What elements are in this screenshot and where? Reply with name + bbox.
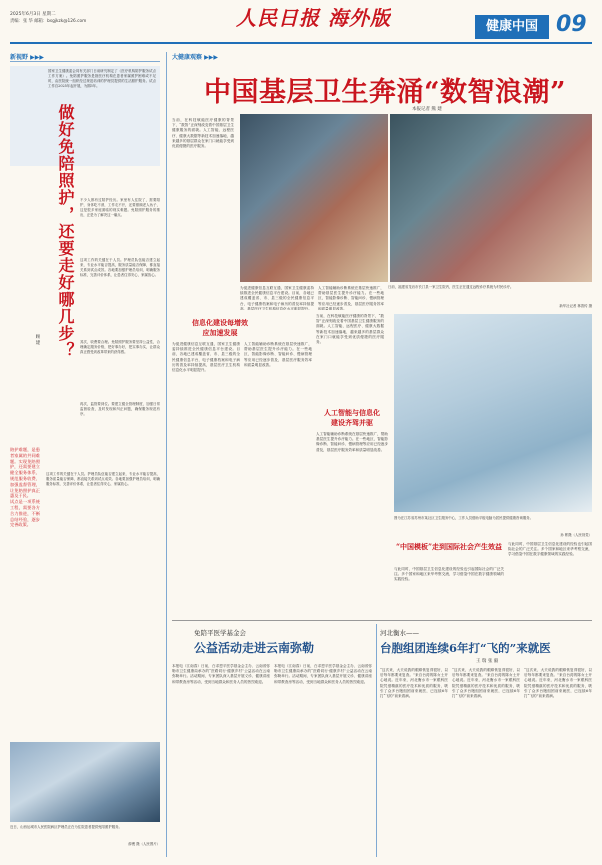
main-photo-credit: 新华社记者 林善传 摄: [559, 304, 592, 308]
left-red-note: 陪护难题，是患者家属的共同难题。实现免陪照护，还需要建立健全服务体系、规范服务收费、加强监督管理，让免陪照护真正惠及于民。 试点是一项系统工程，需要各方合力推进，不断总结经验，逐步完善政策。: [10, 447, 40, 528]
editor-contact: 责编：张 华 邮箱：bsgjkzk@126.com: [10, 19, 87, 24]
main-body-5: 当前，在科技赋能医疗健康的背景下，“数智”正深刻改变着中国基层卫生健康服务的面貌。人工智能、远程医疗、健康大数据等新技术加速落地，越来越多的基层群众在家门口就能享受到优质便捷的医疗服务。: [316, 314, 384, 345]
bottom-left-body-2: 本报电（江南春）日前，白求恩平医学基金会主办、云南省弥勒市卫生健康局承办的“医路同行·健康乡村”公益活动在云南弥勒举行。活动期间，专家团队深入基层开展义诊、健康讲座和带教查房等活动，受到当地群众和医务人员的热烈欢迎。: [274, 664, 372, 684]
main-body-2: 人工智能辅助诊断系统在基层快速推广，帮助基层医生提升诊疗能力。在一些地区，智能影像诊断、智能问诊、慢病管理等应用已经逐步普及，基层医疗服务效率和质量明显改善。: [318, 286, 384, 310]
main-photo-caption: 日前，福建省龙岩市长汀县一家卫生院内，医生正在通过远程诊疗系统为村民诊疗。: [388, 285, 514, 289]
column-divider: [166, 52, 167, 857]
left-body-4: 再次，监管要到位。要建立健全管理制度，加强日常监督检查，及时发现和纠正问题，确保服务规范有序。: [80, 402, 160, 416]
issue-date: 2025年6月3日 星期二: [10, 12, 56, 17]
main-byline: 本报记者 熊 建: [412, 107, 442, 112]
page-number: 09: [556, 12, 587, 37]
left-photo-credit: 薛俊 摄（人民图片）: [128, 842, 160, 846]
main-body-1: 为促进健康信息互联互通，国家卫生健康委持续推进全民健康信息平台建设。目前，各地已建成覆盖省、市、县三级的全民健康信息平台，电子健康档案和电子病历的普及率持续提高，基层医疗卫生机构信息化水平明显提升。: [240, 286, 314, 310]
left-kicker: 新视野 ▶▶▶: [10, 54, 44, 61]
bottom-left-body-1: 本报电（江南春）日前，白求恩平医学基金会主办、云南省弥勒市卫生健康局承办的“医路同行·健康乡村”公益活动在云南弥勒举行。活动期间，专家团队深入基层开展义诊、健康讲座和带教查房等活动，受到当地群众和医务人员的热烈欢迎。: [172, 664, 270, 684]
bottom-right-body-3: “这次来，大夫说我的眼睛恢复得很好，以后每年都要来复查。”来自台湾的陈女士开心地说。近年来，河北衡水市一家眼科医院凭借精湛的医疗技术和优质的服务，吸引了众多台胞组团前来就医，已连续6年打“飞的”前来看病。: [524, 668, 592, 699]
main-photo-right: [390, 114, 592, 282]
bottom-right-prehead: 河北衡水——: [380, 629, 419, 637]
bottom-right-story: [380, 624, 592, 857]
left-intro-box: [10, 66, 160, 166]
bottom-left-headline: 公益活动走进云南弥勒: [194, 641, 315, 655]
left-body-1: 不少人都有过陪护经历。家里有人住院了，需要陪护，身体吃不消，工作走不开，还要照顾老人孩子，这是很多家庭面临的现实难题。免陪照护服务的推出，正是为了解决这一痛点。: [80, 198, 160, 217]
left-kicker-rule: [10, 61, 160, 62]
section-title: 健康中国: [475, 15, 549, 39]
main-photo-bottom-caption: 图为在江苏省苏州市某社区卫生服务中心，工作人员借助平板电脑为居民提供健康咨询服务。: [394, 516, 534, 520]
left-body-3: 其次，收费要合理。免陪照护服务要坚持公益性，合理确定服务价格，把好事办好，把实事办实，让群众真正感受到改革带来的获得感。: [80, 340, 160, 354]
main-body-8: 与此同时，中国基层卫生信息化建设的经验也引起国际社会的广泛关注。多个国家和地区来华考察交流，学习借鉴中国在数字健康领域的实践经验。: [508, 542, 592, 557]
main-body-7: 与此同时，中国基层卫生信息化建设的经验也引起国际社会的广泛关注。多个国家和地区来华考察交流，学习借鉴中国在数字健康领域的实践经验。: [394, 567, 504, 582]
main-kicker: 大健康观察 ▶▶▶: [172, 54, 218, 61]
main-body-3: 为促进健康信息互联互通，国家卫生健康委持续推进全民健康信息平台建设。目前，各地已建成覆盖省、市、县三级的全民健康信息平台，电子健康档案和电子病历的普及率持续提高，基层医疗卫生机构信息化水平明显提升。: [172, 342, 240, 373]
main-photo-bottom: [394, 314, 592, 512]
bottom-right-body-2: “这次来，大夫说我的眼睛恢复得很好，以后每年都要来复查。”来自台湾的陈女士开心地说。近年来，河北衡水市一家眼科医院凭借精湛的医疗技术和优质的服务，吸引了众多台胞组团前来就医，已连续6年打“飞的”前来看病。: [452, 668, 520, 699]
left-author: 顾 建: [35, 334, 40, 345]
left-photo: [10, 742, 160, 822]
main-subhead-2: 人工智能与信息化 建设齐驾并驱: [324, 408, 380, 427]
main-photo-bottom-credit: 孙 彬摄（人民视觉）: [560, 533, 592, 537]
bottom-column-divider: [376, 624, 377, 857]
main-body-6: 人工智能辅助诊断系统在基层快速推广，帮助基层医生提升诊疗能力。在一些地区，智能影像诊断、智能问诊、慢病管理等应用已经逐步普及，基层医疗服务效率和质量明显改善。: [316, 432, 388, 452]
main-subhead-3: “中国模板”走到国际社会产生效益: [395, 542, 503, 551]
main-photo-left: [240, 114, 388, 282]
bottom-right-byline: 王 瑞 张 毅: [476, 659, 499, 664]
left-headline: 做好免陪照护，还要走好哪几步？: [56, 104, 75, 359]
newspaper-logo: 人民日报 海外版: [236, 6, 391, 30]
main-subhead-1: 信息化建设每增效 应加速发展: [192, 318, 248, 337]
main-lead: 当前，在科技赋能医疗健康的背景下，“数智”正深刻改变着中国基层卫生健康服务的面貌。人工智能、远程医疗、健康大数据等新技术加速落地，越来越多的基层群众在家门口就能享受到优质便捷的医疗服务。: [172, 118, 234, 149]
left-intro: 国家卫生健康委会同有关部门日前研究制定了《医疗机构陪护服务试点工作方案》。免陪照护服务是指医疗机构在患者家属照护困难或不足时，由医院统一组织经过规范培训的护理员提供的生活照护服务。试点工作自2025年起开展，为期3年。: [48, 69, 156, 88]
bottom-left-story: [172, 624, 372, 857]
bottom-right-body-1: “这次来，大夫说我的眼睛恢复得很好，以后每年都要来复查。”来自台湾的陈女士开心地说。近年来，河北衡水市一家眼科医院凭借精湛的医疗技术和优质的服务，吸引了众多台胞组团前来就医，已连续6年打“飞的”前来看病。: [380, 668, 448, 699]
main-body-4: 人工智能辅助诊断系统在基层快速推广，帮助基层医生提升诊疗能力。在一些地区，智能影像诊断、智能问诊、慢病管理等应用已经逐步普及，基层医疗服务效率和质量明显改善。: [244, 342, 312, 367]
page-header: [0, 0, 602, 44]
bottom-left-prehead: 免陪平医学基金会: [194, 629, 246, 637]
left-column: [10, 52, 160, 857]
left-photo-caption: 近日，山西运城市人民医院病区护理员正在为住院患者提供免陪照护服务。: [10, 825, 122, 829]
bottom-right-headline: 台胞组团连续6年打“飞的”来就医: [380, 641, 551, 655]
header-rule: [10, 42, 592, 44]
main-headline: 中国基层卫生奔涌“数智浪潮”: [204, 77, 567, 108]
left-body-5: 这项工作的关键在于人员。护理员队伍能否建立起来，专业水平能否提高，服务质量能否保障，都直接关系到试点成效。各地要加强护理员培训，明确服务标准，完善评价体系，让患者住得安心，家属放心。: [46, 472, 160, 486]
bottom-divider: [172, 620, 592, 621]
left-body-2: 这项工作的关键在于人员。护理员队伍能否建立起来，专业水平能否提高，服务质量能否保障，都直接关系到试点成效。各地要加强护理员培训，明确服务标准，完善评价体系，让患者住得安心，家属放心。: [80, 258, 160, 277]
main-story: [172, 52, 592, 619]
